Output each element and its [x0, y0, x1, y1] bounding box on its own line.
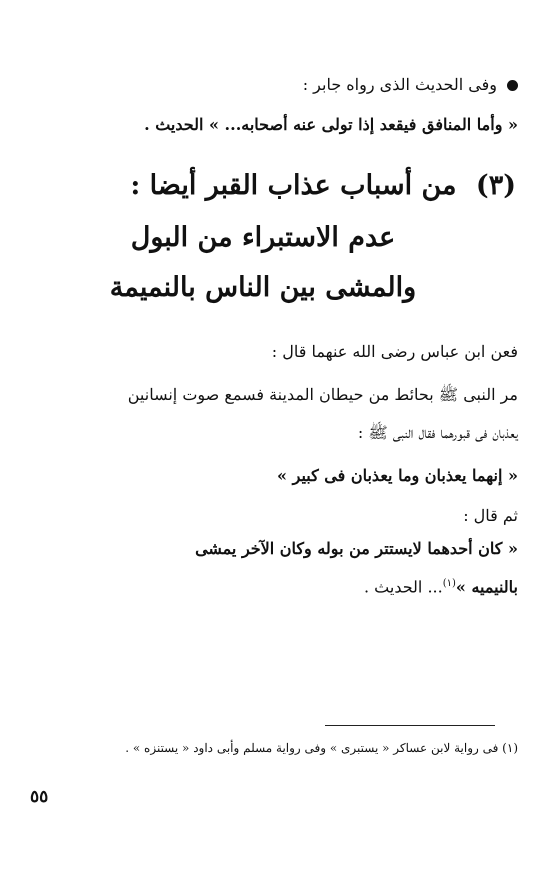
page-number: ٥٥	[30, 787, 49, 807]
hadith-intro-text: وفى الحديث الذى رواه جابر :	[302, 75, 497, 94]
quote-line2: « كان أحدهما لايستتر من بوله وكان الآخر يمشى	[195, 539, 518, 558]
section-number: (٣)	[475, 170, 516, 201]
section-heading-text: من أسباب عذاب القبر أيضا :	[130, 170, 457, 201]
quote-line3	[30, 578, 518, 597]
ibn-abbas-intro: فعن ابن عباس رضى الله عنهما قال :	[271, 342, 518, 361]
footnote-divider	[325, 725, 495, 726]
narration-line1: مر النبى ﷺ بحائط من حيطان المدينة فسمع صوت إنسانين	[127, 385, 518, 404]
thumma-qal: ثم قال :	[463, 506, 518, 525]
section-heading-line3: والمشى بين الناس بالنميمة	[109, 272, 417, 303]
section-heading-line2: عدم الاستبراء من البول	[130, 222, 396, 253]
quote-line1: « إنهما يعذبان وما يعذبان فى كبير »	[277, 466, 518, 485]
narration-line2: يعذبان فى قبورهما فقال النبى ﷺ :	[357, 423, 518, 442]
quote-line3-bold: بالنيميه »	[455, 577, 518, 597]
quote-line3-rest: ... الحديث .	[363, 577, 443, 597]
footnote: (١) فى رواية لابن عساكر « يستبرى » وفى رواية مسلم وأبى داود « يستنزه » .	[125, 741, 518, 755]
quote-munafiq: « وأما المنافق فيقعد إذا تولى عنه أصحابه... » الحديث .	[144, 115, 518, 134]
bullet-icon	[507, 80, 518, 91]
hadith-intro-line	[30, 76, 518, 94]
footnote-marker: (١)	[442, 578, 456, 589]
section-heading-line1	[30, 170, 516, 201]
